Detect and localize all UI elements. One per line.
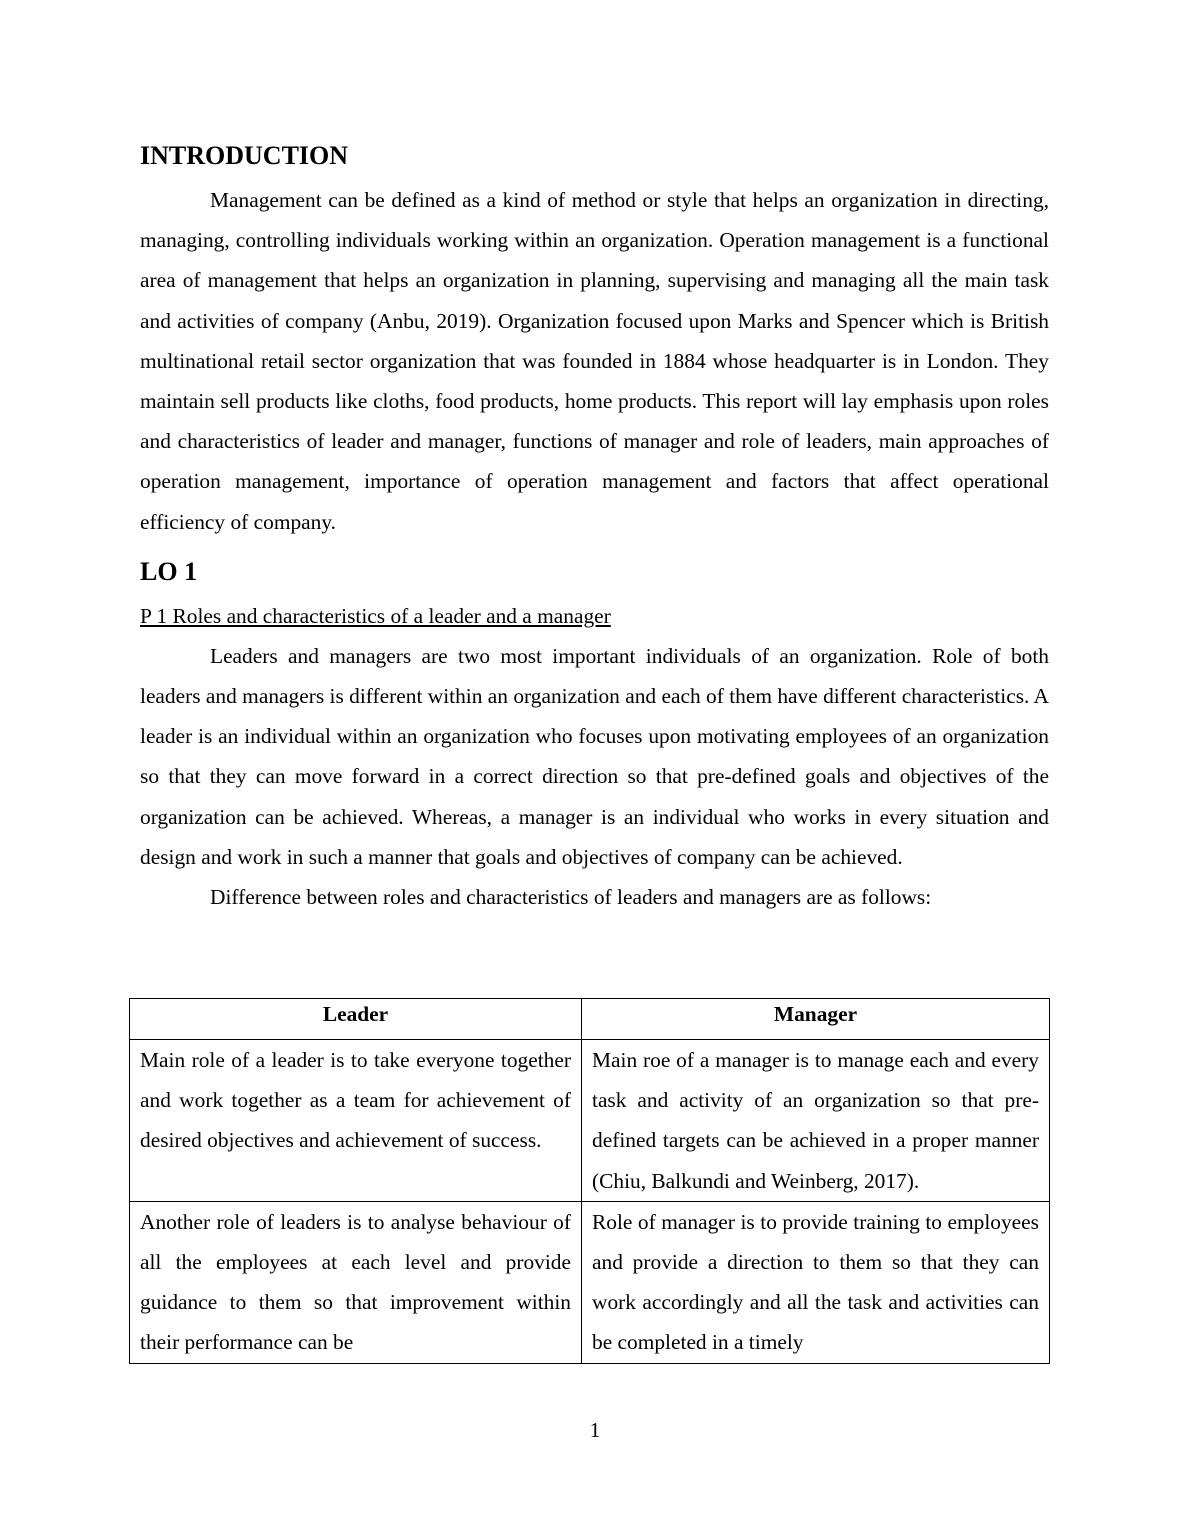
table-row <box>130 1040 1050 1202</box>
introduction-paragraph: Management can be defined as a kind of method or style that helps an organization in directing, managing, controlling individuals working within an organization. Operation management is a functional area of management that helps an organization in planning, supervising and managing all the main task and activities of company (Anbu, 2019). Organization focused upon Marks and Spencer which is British multinational retail sector organization that was founded in 1884 whose headquarter is in London. They maintain sell products like cloths, food products, home products. This report will lay emphasis upon roles and characteristics of leader and manager, functions of manager and role of leaders, main approaches of operation management, importance of operation management and factors that affect operational efficiency of company. <box>140 188 1049 534</box>
table-header-row <box>130 999 1050 1040</box>
page-bottom-margin <box>0 1391 1190 1540</box>
document-page <box>140 138 1049 917</box>
table-row <box>130 1201 1050 1363</box>
header-leader: Leader <box>130 999 582 1040</box>
manager-cell: Role of manager is to provide training to employees and provide a direction to them so that they can work accordingly and all the task and activities can be completed in a timely <box>582 1201 1050 1363</box>
lo1-paragraph: Leaders and managers are two most important individuals of an organization. Role of both leaders and managers is different within an organization and each of them have different characteristics. A leader is an individual within an organization who focuses upon motivating employees of an organization so that they can move forward in a correct direction so that pre-defined goals and objectives of the organization can be achieved. Whereas, a manager is an individual who works in every situation and design and work in such a manner that goals and objectives of company can be achieved. <box>140 643 1049 869</box>
p1-subheading: P 1 Roles and characteristics of a leader and a manager <box>140 603 611 628</box>
leader-manager-table <box>129 998 1050 1364</box>
page-number: 1 <box>589 1418 601 1442</box>
introduction-heading: INTRODUCTION <box>140 141 349 170</box>
leader-cell: Main role of a leader is to take everyone together and work together as a team for achievement of desired objectives and achievement of success. <box>130 1040 582 1202</box>
manager-cell: Main roe of a manager is to manage each and every task and activity of an organization so that pre- defined targets can be achieved in a proper manner (Chiu, Balkundi and Weinberg, 2017). <box>582 1040 1050 1202</box>
lo1-heading: LO 1 <box>140 556 198 586</box>
leader-cell: Another role of leaders is to analyse behaviour of all the employees at each level and provide guidance to them so that improvement within their performance can be <box>130 1201 582 1363</box>
header-manager: Manager <box>582 999 1050 1040</box>
table-intro: Difference between roles and characteristics of leaders and managers are as follows: <box>210 885 932 910</box>
